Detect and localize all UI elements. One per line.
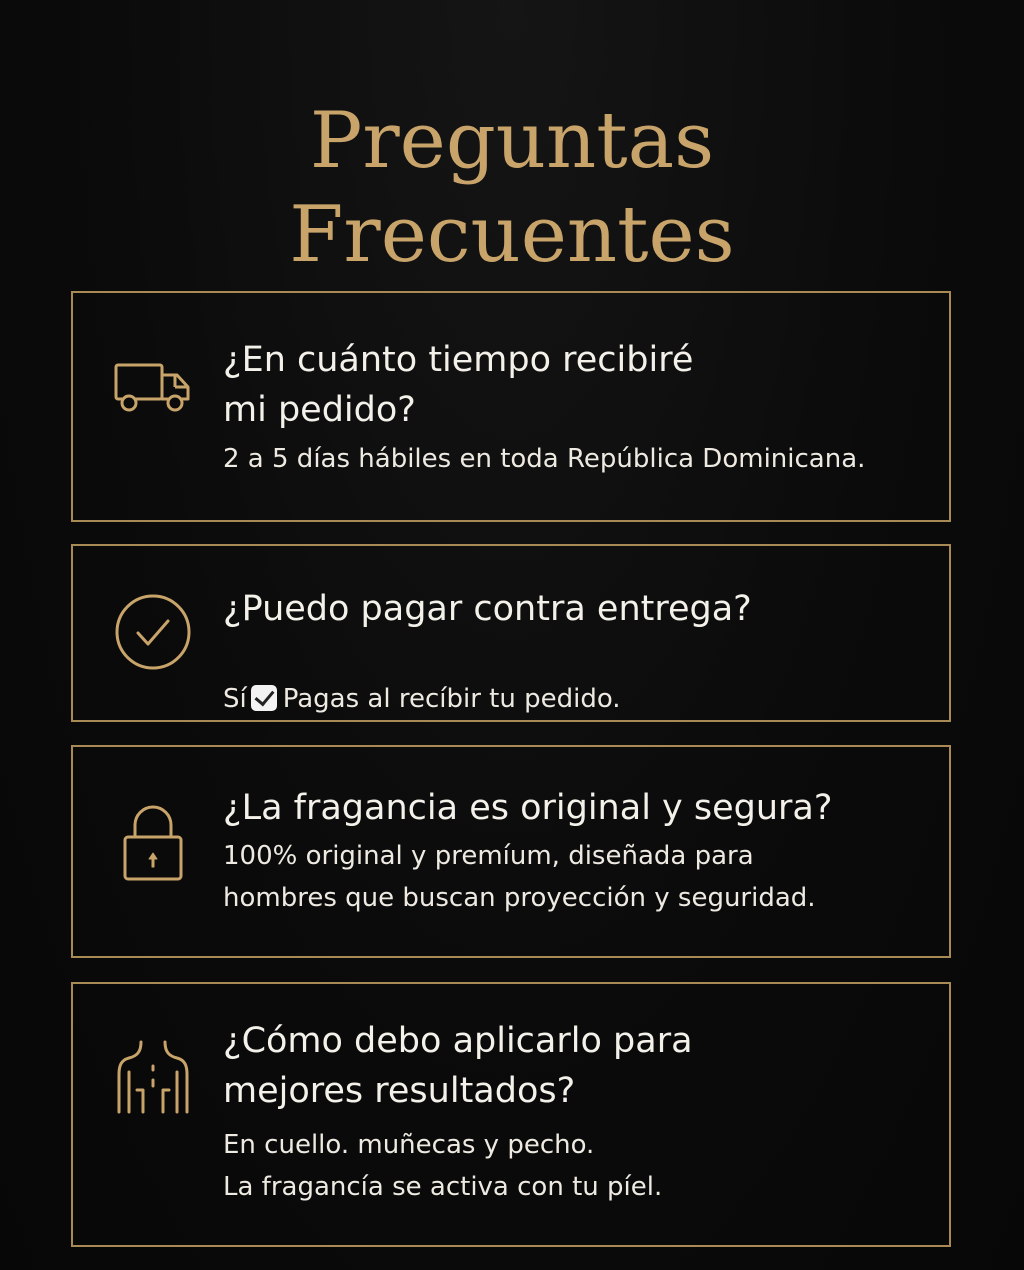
faq-item-application[interactable]	[71, 982, 951, 1247]
title-line-1: Preguntas	[309, 96, 715, 187]
faq-answer: 100% original y premíum, diseñada para hombres que buscan proyección y seguridad.	[223, 841, 816, 913]
check-mark-button-emoji	[251, 685, 277, 711]
padlock-icon	[111, 801, 195, 885]
faq-answer: En cuello. muñecas y pecho. La fragancía se activa con tu píel.	[223, 1130, 663, 1202]
faq-item-cash-on-delivery[interactable]	[71, 544, 951, 722]
faq-answer: 2 a 5 días hábiles en toda República Dominicana.	[223, 444, 866, 474]
torso-icon	[111, 1034, 195, 1118]
answer-prefix: Sí	[223, 684, 247, 714]
page-title	[0, 94, 1024, 282]
check-circle-icon	[111, 590, 195, 674]
faq-question: ¿En cuánto tiempo recibiré mi pedido?	[223, 340, 694, 430]
faq-question: ¿Puedo pagar contra entrega?	[223, 589, 752, 629]
faq-answer-line	[223, 636, 929, 720]
faq-question: ¿La fragancia es original y segura?	[223, 788, 833, 828]
faq-item-delivery-time[interactable]	[71, 291, 951, 522]
faq-question: ¿Cómo debo aplicarlo para mejores resultados?	[223, 1021, 693, 1111]
faq-answer: Pagas al recíbir tu pedido.	[282, 684, 621, 714]
truck-icon	[111, 345, 195, 429]
faq-item-original[interactable]	[71, 745, 951, 958]
title-line-2: Frecuentes	[289, 190, 735, 281]
